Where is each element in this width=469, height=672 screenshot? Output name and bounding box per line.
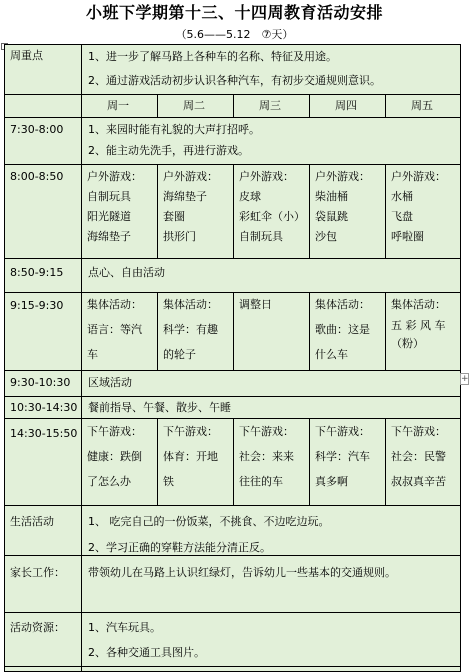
afternoon-wed-1: 社会：来来: [239, 450, 294, 463]
afternoon-thu-0: 下午游戏：: [315, 425, 370, 438]
focus-item-1: 1、进一步了解马路上各种车的名称、特征及用途。: [88, 50, 337, 63]
outdoor-tue-1: 海绵垫子: [163, 190, 207, 203]
outdoor-fri-3: 呼啦圈: [391, 230, 424, 243]
group-wed-0: 调整日: [239, 298, 272, 311]
outdoor-thu-2: 袋鼠跳: [315, 210, 348, 223]
group-mon-0: 集体活动：: [87, 298, 142, 311]
date-range: （5.6——5.12 ⑦天）: [175, 28, 294, 41]
afternoon-wed-0: 下午游戏：: [239, 425, 294, 438]
time-8-50: 8:50-9:15: [10, 266, 64, 279]
time-8-00: 8:00-8:50: [10, 170, 64, 183]
group-thu-0: 集体活动：: [315, 298, 370, 311]
outdoor-tue-2: 套圈: [163, 210, 185, 223]
arrival-line-1: 1、来园时能有礼貌的大声打招呼。: [88, 123, 260, 136]
area-activity: 区域活动: [88, 376, 132, 389]
table-add-row-handle[interactable]: +: [461, 374, 469, 384]
outdoor-tue-3: 拱形门: [163, 230, 196, 243]
outdoor-fri-0: 户外游戏：: [391, 170, 446, 183]
afternoon-fri-1: 社会：民警: [391, 450, 446, 463]
group-thu-2: 什么车: [315, 348, 348, 361]
time-10-30: 10:30-14:30: [10, 401, 78, 414]
group-fri-1: 五 彩 风 车: [391, 319, 446, 332]
time-9-15: 9:15-9:30: [10, 299, 64, 312]
afternoon-tue-2: 铁: [163, 475, 174, 488]
outdoor-wed-1: 皮球: [239, 190, 261, 203]
resources-item-1: 1、汽车玩具。: [88, 621, 161, 634]
outdoor-thu-0: 户外游戏：: [315, 170, 370, 183]
resources-item-2: 2、各种交通工具图片。: [88, 646, 205, 659]
outdoor-tue-0: 户外游戏：: [163, 170, 218, 183]
outdoor-mon-3: 海绵垫子: [87, 230, 131, 243]
page-title: 小班下学期第十三、十四周教育活动安排: [85, 3, 383, 22]
outdoor-fri-2: 飞盘: [391, 210, 413, 223]
group-tue-1: 科学：有趣: [163, 323, 218, 336]
parent-label: 家长工作：: [10, 566, 65, 579]
afternoon-mon-0: 下午游戏：: [87, 425, 142, 438]
life-item-2: 2、学习正确的穿鞋方法能分清正反。: [88, 541, 271, 554]
afternoon-fri-2: 叔叔真辛苦: [391, 475, 446, 488]
arrival-line-2: 2、能主动先洗手，再进行游戏。: [88, 144, 249, 157]
life-label: 生活活动: [10, 515, 54, 528]
afternoon-mon-1: 健康：跌倒: [87, 450, 142, 463]
afternoon-tue-1: 体育：开地: [163, 450, 218, 463]
afternoon-fri-0: 下午游戏：: [391, 425, 446, 438]
day-header-tue: 周二: [183, 99, 205, 112]
time-9-30: 9:30-10:30: [10, 376, 71, 389]
group-fri-0: 集体活动：: [391, 298, 446, 311]
group-tue-2: 的轮子: [163, 348, 196, 361]
outdoor-wed-3: 自制玩具: [239, 230, 283, 243]
group-fri-2: （粉）: [391, 337, 424, 350]
outdoor-mon-0: 户外游戏：: [87, 170, 142, 183]
outdoor-mon-1: 自制玩具: [87, 190, 131, 203]
afternoon-thu-2: 真多啊: [315, 475, 348, 488]
outdoor-mon-2: 阳光隧道: [87, 210, 131, 223]
outdoor-wed-0: 户外游戏：: [239, 170, 294, 183]
life-item-1: 1、 吃完自己的一份饭菜，不挑食、不边吃边玩。: [88, 515, 330, 528]
day-header-wed: 周三: [259, 99, 281, 112]
group-mon-1: 语言：等汽: [87, 323, 142, 336]
time-7-30: 7:30-8:00: [10, 123, 64, 136]
group-thu-1: 歌曲：这是: [315, 323, 370, 336]
time-14-30: 14:30-15:50: [10, 427, 78, 440]
afternoon-wed-2: 往往的车: [239, 475, 283, 488]
afternoon-tue-0: 下午游戏：: [163, 425, 218, 438]
outdoor-wed-2: 彩虹伞（小）: [239, 210, 305, 223]
lunch-routine: 餐前指导、午餐、散步、午睡: [88, 401, 231, 414]
day-header-thu: 周四: [335, 99, 357, 112]
focus-label: 周重点: [10, 49, 43, 62]
day-header-mon: 周一: [107, 99, 129, 112]
afternoon-mon-2: 了怎么办: [87, 475, 131, 488]
group-mon-2: 车: [87, 348, 98, 361]
parent-text: 带领幼儿在马路上认识红绿灯，告诉幼儿一些基本的交通规则。: [88, 566, 396, 579]
snack-free-play: 点心、自由活动: [88, 266, 165, 279]
outdoor-fri-1: 水桶: [391, 190, 413, 203]
group-tue-0: 集体活动：: [163, 298, 218, 311]
day-header-fri: 周五: [411, 99, 433, 112]
afternoon-thu-1: 科学：汽车: [315, 450, 370, 463]
resources-label: 活动资源：: [10, 621, 65, 634]
outdoor-thu-3: 沙包: [315, 230, 337, 243]
outdoor-thu-1: 柴油桶: [315, 190, 348, 203]
focus-item-2: 2、通过游戏活动初步认识各种汽车，有初步交通规则意识。: [88, 74, 381, 87]
